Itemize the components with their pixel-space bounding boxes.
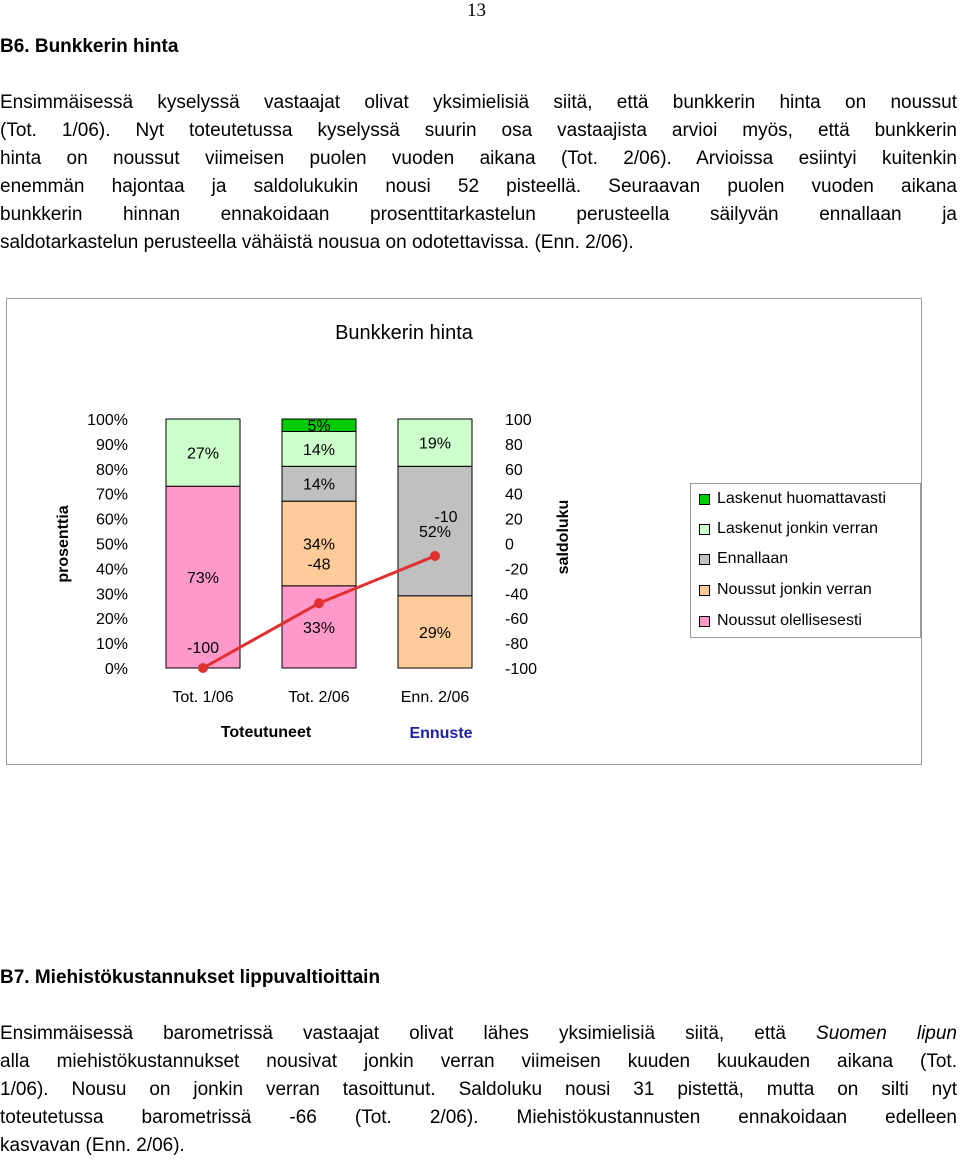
- chart-legend: [690, 483, 921, 638]
- legend-swatch: [699, 494, 710, 505]
- legend-swatch: [699, 524, 710, 535]
- section-b7-heading: B7. Miehistökustannukset lippuvaltioittain: [0, 967, 381, 988]
- bar-segment-label: 27%: [186, 445, 220, 463]
- left-tick-label: 60%: [95, 511, 128, 529]
- paragraph-text: Ensimmäisessä barometrissä vastaajat olivat lähes yksimielisiä siitä, että: [0, 1023, 817, 1044]
- legend-label: Noussut olellisesesti: [717, 612, 862, 629]
- legend-item: [699, 548, 788, 570]
- left-tick-label: 40%: [95, 561, 128, 579]
- paragraph-line: Ensimmäisessä kyselyssä vastaajat olivat yksimielisiä siitä, että bunkkerin hinta on noussut: [0, 92, 957, 113]
- saldoluku-label: -100: [186, 640, 220, 657]
- bar-segment-label: 19%: [418, 435, 452, 453]
- paragraph-line: kasvavan (Enn. 2/06).: [0, 1135, 185, 1156]
- legend-swatch: [699, 554, 710, 565]
- left-tick-label: 80%: [95, 461, 128, 479]
- left-tick-label: 100%: [87, 412, 128, 429]
- bar-segment-label: 5%: [307, 418, 331, 436]
- right-tick-label: -80: [505, 636, 529, 654]
- group-label-ennuste: Ennuste: [409, 725, 473, 742]
- legend-item: [699, 610, 862, 632]
- bar-segment-label: 29%: [418, 624, 452, 642]
- right-tick-label: 40: [505, 486, 523, 504]
- bar-segment-label: 34%: [302, 536, 336, 554]
- y-axis-label-left: prosenttia: [55, 505, 72, 583]
- page-number: 13: [467, 0, 486, 21]
- flag-name-italic: Suomen lipun: [816, 1023, 957, 1044]
- saldoluku-point: [314, 598, 324, 608]
- left-tick-label: 70%: [95, 486, 128, 504]
- legend-item: [699, 518, 878, 540]
- legend-swatch: [699, 585, 710, 596]
- saldoluku-point: [430, 551, 440, 561]
- right-tick-label: -100: [505, 661, 538, 678]
- saldoluku-label: -10: [434, 508, 458, 526]
- legend-label: Noussut jonkin verran: [717, 581, 872, 598]
- y-axis-label-right: saldoluku: [555, 499, 572, 575]
- x-tick-label: Tot. 1/06: [172, 689, 234, 706]
- bar-segment-label: 14%: [302, 441, 336, 459]
- paragraph-line: alla miehistökustannukset nousivat jonkin verran viimeisen kuuden kuukauden aikana (Tot.: [0, 1051, 957, 1072]
- paragraph-line: toteutetussa barometrissä -66 (Tot. 2/06). Miehistökustannusten ennakoidaan edelleen: [0, 1107, 957, 1128]
- legend-label: Laskenut jonkin verran: [717, 520, 878, 537]
- bar-segment-label: 73%: [186, 570, 220, 588]
- paragraph-line: hinta on noussut viimeisen puolen vuoden aikana (Tot. 2/06). Arvioissa esiintyi kuitenkin: [0, 148, 957, 169]
- section-b7-paragraph: [0, 1020, 957, 1160]
- paragraph-line: 1/06). Nousu on jonkin verran tasoittunut. Saldoluku nousi 31 pistettä, mutta on silti nyt: [0, 1079, 957, 1100]
- legend-item: [699, 579, 872, 601]
- paragraph-line: bunkkerin hinnan ennakoidaan prosenttitarkastelun perusteella säilyvän ennallaan ja: [0, 204, 957, 225]
- left-tick-label: 0%: [104, 661, 128, 678]
- bar-segment-label: 14%: [302, 476, 336, 494]
- left-tick-label: 20%: [95, 611, 128, 629]
- left-tick-label: 50%: [95, 536, 128, 554]
- bar-segment-label: 52%: [418, 524, 452, 542]
- paragraph-line: [0, 1020, 957, 1048]
- left-tick-label: 90%: [95, 436, 128, 454]
- legend-swatch: [699, 616, 710, 627]
- right-tick-label: 20: [505, 511, 523, 529]
- group-label-toteutuneet: Toteutuneet: [220, 724, 312, 741]
- right-tick-label: -60: [505, 611, 529, 629]
- section-b6-heading: B6. Bunkkerin hinta: [0, 36, 179, 57]
- right-tick-label: -40: [505, 586, 529, 604]
- bar-segment-label: 33%: [302, 619, 336, 637]
- paragraph-line: saldotarkastelun perusteella vähäistä nousua on odotettavissa. (Enn. 2/06).: [0, 232, 634, 253]
- right-tick-label: 100: [505, 412, 532, 429]
- chart-title: Bunkkerin hinta: [335, 322, 473, 344]
- left-tick-label: 30%: [95, 586, 128, 604]
- left-tick-label: 10%: [95, 636, 128, 654]
- legend-label: Ennallaan: [717, 550, 789, 567]
- right-tick-label: -20: [505, 561, 529, 579]
- right-tick-label: 0: [505, 536, 514, 554]
- x-tick-label: Enn. 2/06: [400, 689, 470, 706]
- x-tick-label: Tot. 2/06: [288, 689, 350, 706]
- paragraph-line: (Tot. 1/06). Nyt toteutetussa kyselyssä suurin osa vastaajista arvioi myös, että bunkkerin: [0, 120, 957, 141]
- saldoluku-point: [198, 663, 208, 673]
- legend-label: Laskenut huomattavasti: [717, 490, 886, 507]
- right-tick-label: 80: [505, 436, 523, 454]
- legend-item: [699, 488, 886, 510]
- right-tick-label: 60: [505, 461, 523, 479]
- saldoluku-label: -48: [307, 556, 331, 574]
- paragraph-line: enemmän hajontaa ja saldolukukin nousi 52 pisteellä. Seuraavan puolen vuoden aikana: [0, 176, 957, 197]
